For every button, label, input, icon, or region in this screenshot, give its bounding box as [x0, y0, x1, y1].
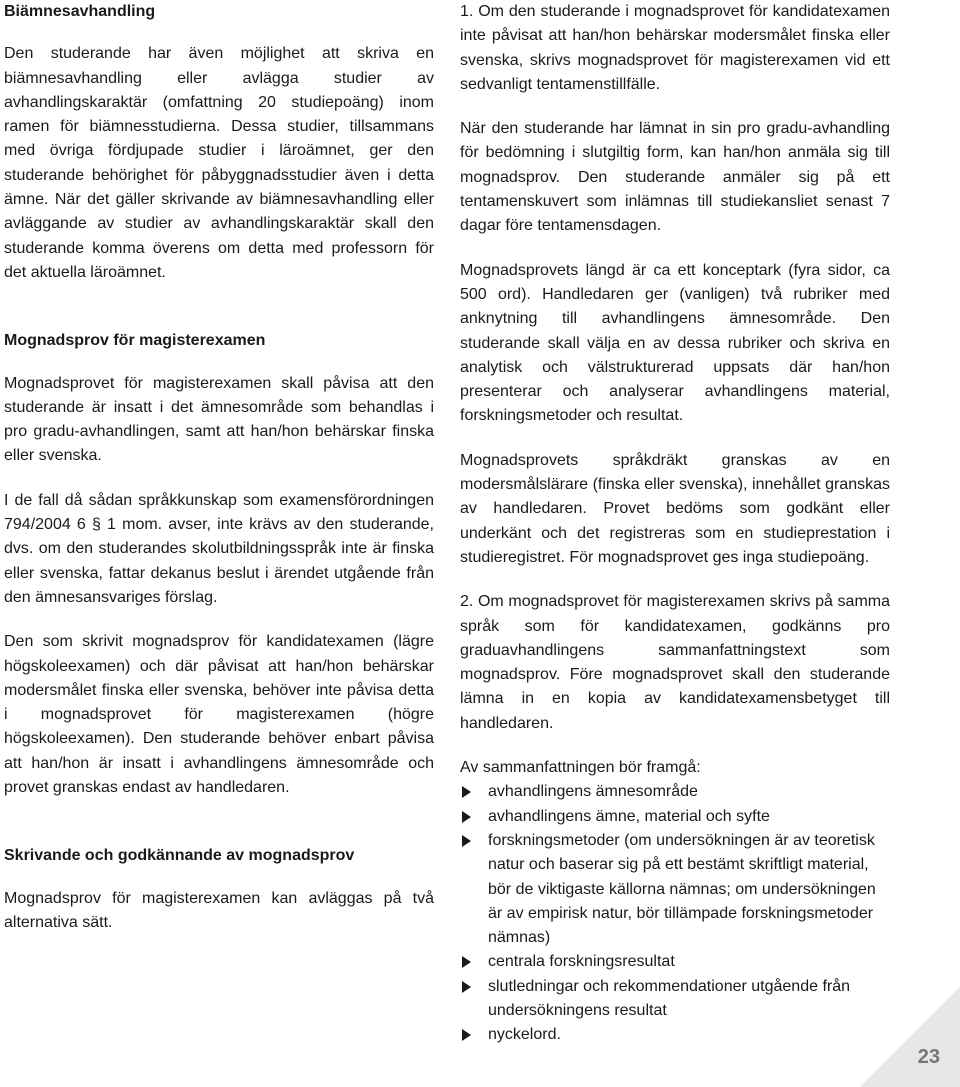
heading-mognadsprov: Mognadsprov för magisterexamen: [4, 332, 266, 350]
paragraph: I de fall då sådan språkkunskap som examensförordningen 794/2004 6 § 1 mom. avser, inte krävs av den studerande, dvs. om den studerandes skolutbildningsspråk inte är finska eller svenska, fattar dekanus beslut i ärendet utgående från den ämnesansvariges förslag.: [4, 491, 434, 606]
paragraph: Den som skrivit mognadsprov för kandidatexamen (lägre högskoleexamen) och där påvisat att han/hon behärskar modersmålet finska eller svenska, behöver inte påvisa detta i mognadsprovet för magisterexamen (högre högskoleexamen). Den studerande behöver enbart påvisa att han/hon är insatt i avhandlingens ämnesområde och provet granskas endast av handledaren.: [4, 633, 434, 797]
page-corner-decoration: [860, 987, 960, 1087]
list-item: forskningsmetoder (om undersökningen är av teoretisk natur och baserar sig på ett bestämt skriftligt material, bör de viktigaste källorna nämnas; om undersökningen är av empirisk natur, bör tillämpade forskningsmetoder nämnas): [460, 829, 890, 950]
right-column: [460, 0, 890, 1048]
summary-list: [460, 780, 890, 1047]
left-column: [4, 0, 434, 935]
paragraph: Mognadsprovet för magisterexamen skall påvisa att den studerande är insatt i det ämnesområde som behandlas i pro gradu-avhandlingen, samt att han/hon behärskar finska eller svenska.: [4, 374, 434, 465]
list-item: centrala forskningsresultat: [460, 950, 890, 974]
list-intro: Av sammanfattningen bör framgå:: [460, 759, 701, 777]
paragraph: Den studerande har även möjlighet att skriva en biämnesavhandling eller avlägga studier av avhandlingskaraktär (omfattning 20 studiepoäng) inom ramen för biämnesstudierna. Dessa studier, tillsammans med övriga fördjupade studier i läroämnet, ger den studerande behörighet för påbyggnadsstudier även i detta ämne. När det gäller skrivande av biämnesavhandling eller avläggande av studier av avhandlingskaraktär skall den studerande komma överens om detta med professorn för det aktuella läroämnet.: [4, 45, 434, 281]
heading-biamnesavhandling: Biämnesavhandling: [4, 3, 156, 20]
paragraph: 1. Om den studerande i mognadsprovet för kandidatexamen inte påvisat att han/hon behärskar modersmålet finska eller svenska, skrivs mognadsprovet för magisterexamen vid ett sedvanligt tentamenstillfälle.: [460, 3, 890, 93]
list-item: slutledningar och rekommendationer utgående från undersökningens resultat: [460, 975, 890, 1024]
list-item: nyckelord.: [460, 1023, 890, 1047]
paragraph: Mognadsprovets längd är ca ett konceptark (fyra sidor, ca 500 ord). Handledaren ger (vanligen) två rubriker med anknytning till avhandlingens ämnesområde. Den studerande skall välja en av dessa rubriker och skriva en analytisk och välstrukturerad uppsats där han/hon presenterar och analyserar avhandlingens material, forskningsmetoder och resultat.: [460, 261, 890, 425]
paragraph: När den studerande har lämnat in sin pro gradu-avhandling för bedömning i slutgiltig form, kan han/hon anmäla sig till mognadsprov. Den studerande anmäler sig på ett tentamenskuvert som inlämnas till studiekansliet senast 7 dagar före tentamensdagen.: [460, 120, 890, 235]
heading-skrivande: Skrivande och godkännande av mognadsprov: [4, 847, 355, 865]
paragraph: 2. Om mognadsprovet för magisterexamen skrivs på samma språk som för kandidatexamen, godkänns pro graduavhandlingens sammanfattningstext som mognadsprov. Före mognadsprovet skall den studerande lämna in en kopia av kandidatexamensbetyget till handledaren.: [460, 593, 890, 732]
list-item: avhandlingens ämnesområde: [460, 780, 890, 804]
paragraph: Mognadsprovets språkdräkt granskas av en modersmålslärare (finska eller svenska), innehållet granskas av handledaren. Provet bedöms som godkänt eller underkänt och det registreras som en studieprestation i studieregistret. För mognadsprovet ges inga studiepoäng.: [460, 451, 890, 566]
paragraph: Mognadsprov för magisterexamen kan avläggas på två alternativa sätt.: [4, 889, 434, 931]
page-number: 23: [917, 1045, 940, 1068]
list-item: avhandlingens ämne, material och syfte: [460, 805, 890, 829]
